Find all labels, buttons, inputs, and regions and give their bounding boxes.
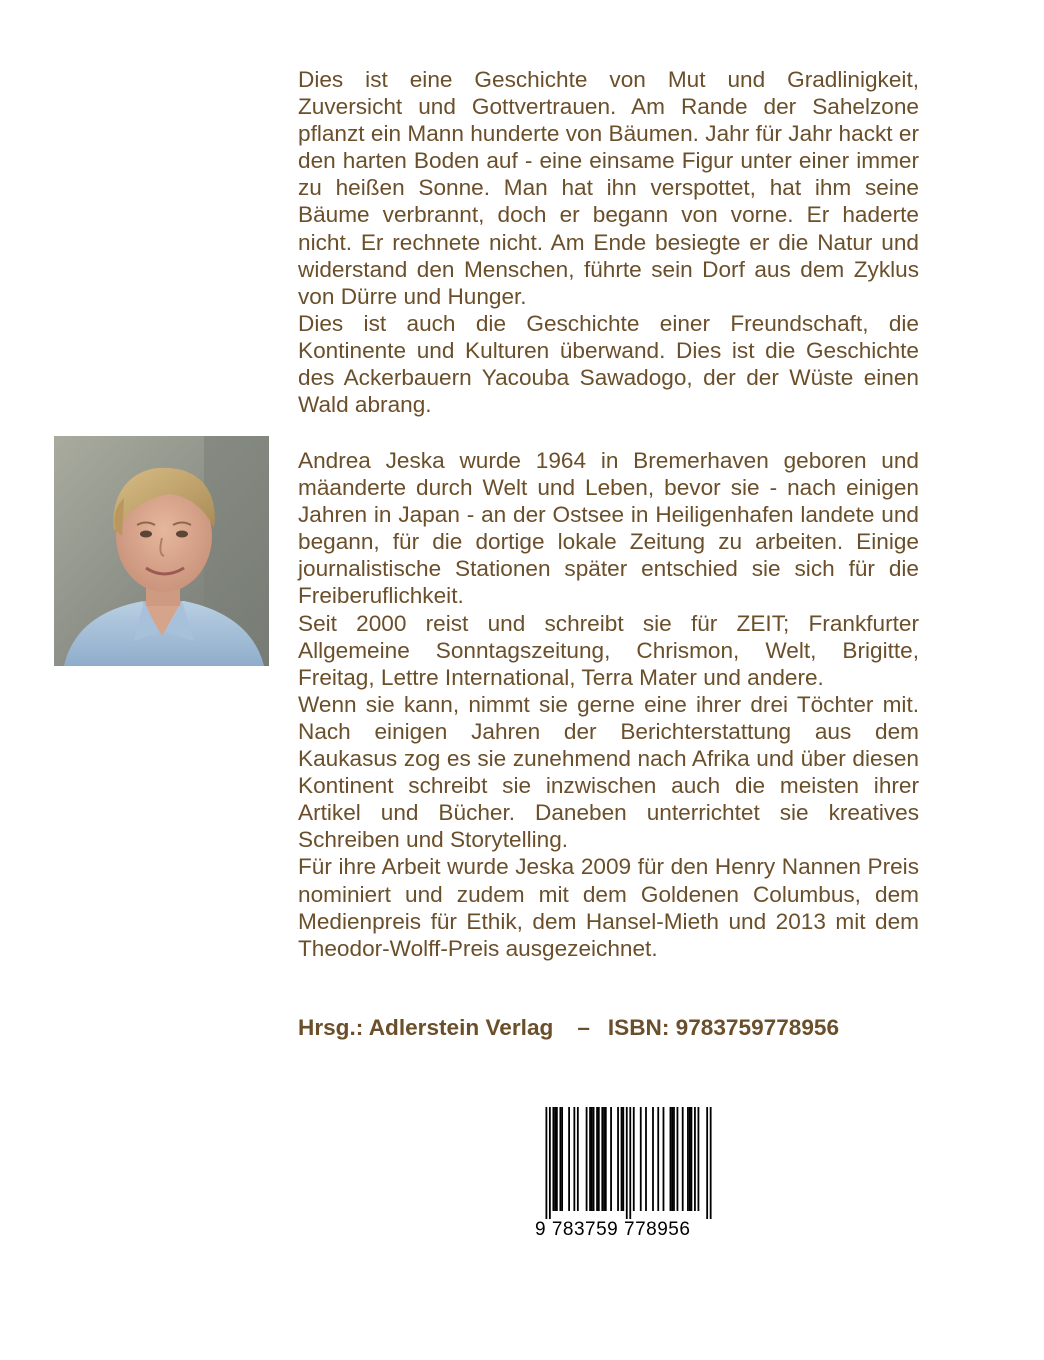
isbn-barcode [535, 1107, 715, 1245]
publisher-separator: – [577, 1015, 590, 1040]
barcode-bar [577, 1107, 579, 1211]
barcode-bar [596, 1107, 598, 1211]
barcode-bar [554, 1107, 556, 1211]
barcode-bar [552, 1107, 554, 1211]
bio-paragraph: Andrea Jeska wurde 1964 in Bremerhaven geboren und mäanderte durch Welt und Leben, bevor sie - nach einigen Jahren in Japan - an der Ostsee in Heiligenhafen landete und begann, für die dortige lokale Zeitung zu arbeiten. Einige journalistische Stationen später entschied sie sich für die Freiberuflichkeit. [298, 448, 919, 609]
barcode-number: 9 783759 778956 [535, 1219, 691, 1240]
barcode-bar [589, 1107, 591, 1211]
barcode-bar [598, 1107, 600, 1211]
barcode-bar [549, 1107, 551, 1219]
barcode-bar [687, 1107, 689, 1211]
barcode-bar [673, 1107, 675, 1211]
barcode-bar [652, 1107, 654, 1211]
barcode-bar [568, 1107, 570, 1211]
isbn-label: ISBN: 9783759778956 [607, 1015, 840, 1040]
bio-paragraph: Wenn sie kann, nimmt sie gerne eine ihrer drei Töchter mit. Nach einigen Jahren der Berichterstattung aus dem Kaukasus zog es sie zunehmend nach Afrika und über diesen Kontinent schreibt sie inzwischen auch die meisten ihrer Artikel und Bücher. Daneben unterrichtet sie kreatives Schreiben und Storytelling. [298, 691, 919, 853]
barcode-bar [710, 1107, 712, 1219]
author-portrait [54, 436, 269, 666]
barcode-bar [617, 1107, 619, 1211]
bio-paragraph: Für ihre Arbeit wurde Jeska 2009 für den Henry Nannen Preis nominiert und zudem mit dem Goldenen Columbus, dem Medienpreis für Ethik, dem Hansel-Mieth und 2013 mit dem Theodor-Wolff-Preis ausgezeichnet. [298, 854, 919, 961]
barcode-bar [573, 1107, 575, 1211]
barcode-bar [682, 1107, 684, 1211]
barcode-bar [698, 1107, 700, 1211]
barcode-bar [559, 1107, 561, 1211]
barcode-bar [706, 1107, 708, 1219]
barcode-bar [645, 1107, 647, 1211]
barcode-bar [603, 1107, 605, 1211]
barcode-bar [586, 1107, 588, 1211]
barcode-bar [691, 1107, 693, 1211]
barcode-bar [663, 1107, 665, 1211]
blurb-paragraph: Dies ist auch die Geschichte einer Freundschaft, die Kontinente und Kulturen überwand. Dies ist die Geschichte des Ackerbauern Yacouba Sawadogo, der der Wüste einen Wald abrang. [298, 310, 919, 418]
barcode-bar [561, 1107, 563, 1211]
bio-paragraph: Seit 2000 reist und schreibt sie für ZEIT; Frankfurter Allgemeine Sonntagszeitung, Chrismon, Welt, Brigitte, Freitag, Lettre International, Terra Mater und andere. [298, 610, 919, 690]
barcode-bar [545, 1107, 547, 1219]
barcode-bar [605, 1107, 607, 1211]
barcode-bar [633, 1107, 635, 1211]
barcode-bar [591, 1107, 593, 1211]
barcode-bar [629, 1107, 631, 1219]
barcode-bar [593, 1107, 595, 1211]
barcode-bar [601, 1107, 603, 1211]
barcode-bar [622, 1107, 624, 1211]
publisher-label: Hrsg.: Adlerstein Verlag [298, 1015, 554, 1040]
publisher-isbn-line [298, 1015, 839, 1041]
author-bio [298, 447, 919, 962]
barcode-bar [610, 1107, 612, 1211]
barcode-bar [626, 1107, 628, 1219]
barcode-bar [677, 1107, 679, 1211]
barcode-bar [556, 1107, 558, 1211]
blurb-text [298, 66, 919, 418]
blurb-paragraph: Dies ist eine Geschichte von Mut und Gradlinigkeit, Zuversicht und Gottvertrauen. Am Rande der Sahelzone pflanzt ein Mann hunderte von Bäumen. Jahr für Jahr hackt er den harten Boden auf - eine einsame Figur unter einer immer zu heißen Sonne. Man hat ihn verspottet, hat ihm seine Bäume verbrannt, doch er begann von vorne. Er haderte nicht. Er rechnete nicht. Am Ende besiegte er die Natur und widerstand den Menschen, führte sein Dorf aus dem Zyklus von Dürre und Hunger. [298, 67, 919, 309]
barcode-bar [689, 1107, 691, 1211]
barcode-bar [657, 1107, 659, 1211]
barcode-bars [535, 1107, 715, 1219]
barcode-bar [694, 1107, 696, 1211]
barcode-bar [670, 1107, 672, 1211]
barcode-bar [671, 1107, 673, 1211]
barcode-bar [640, 1107, 642, 1211]
barcode-bar [621, 1107, 623, 1211]
